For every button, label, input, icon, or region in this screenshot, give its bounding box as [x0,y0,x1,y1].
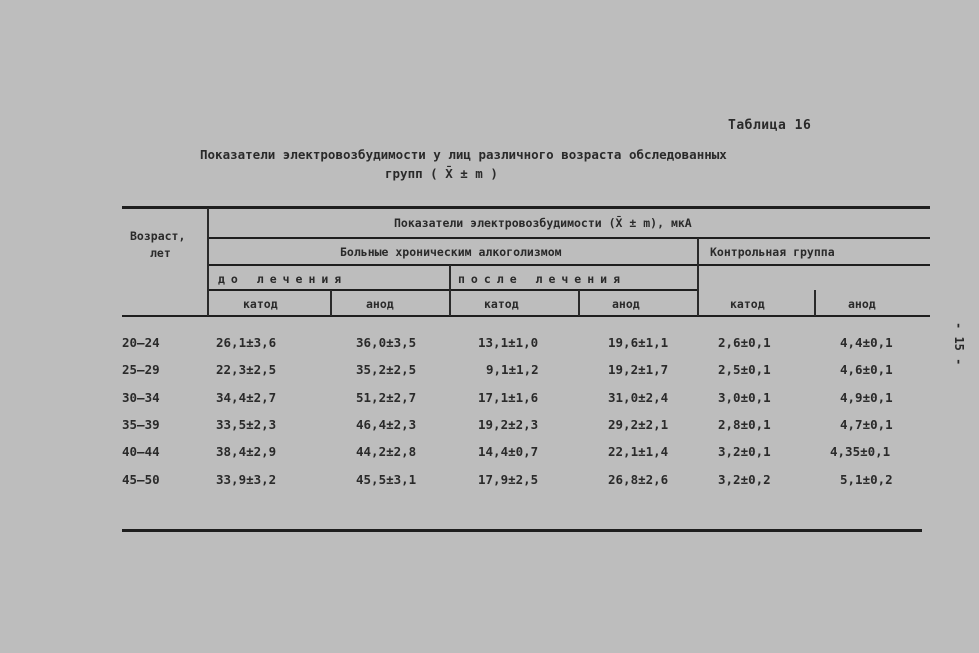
value-cell: 29,2±2,1 [608,417,669,432]
age-column-header: Возраст, [130,229,186,243]
age-cell: 20–24 [122,335,160,350]
value-cell: 22,3±2,5 [216,362,277,377]
value-cell: 46,4±2,3 [356,417,417,432]
value-cell: 2,5±0,1 [718,362,771,377]
bottom-rule [122,529,922,532]
value-cell: 4,6±0,1 [840,362,893,377]
value-cell: 31,0±2,4 [608,390,669,405]
sub-header-cathode: катод [243,297,278,311]
sub-header-cathode: катод [730,297,765,311]
age-cell: 45–50 [122,472,160,487]
value-cell: 13,1±1,0 [478,335,539,350]
age-cell: 35–39 [122,417,160,432]
value-cell: 14,4±0,7 [478,444,539,459]
treatment-divider [449,265,451,316]
value-cell: 2,8±0,1 [718,417,771,432]
sub-header-cathode: катод [484,297,519,311]
rule-under-treatment [208,289,698,291]
value-cell: 22,1±1,4 [608,444,669,459]
sub-divider-5 [814,290,816,316]
value-cell: 4,4±0,1 [840,335,893,350]
patients-header: Больные хроническим алкоголизмом [340,245,562,259]
group-divider [697,238,699,316]
age-column-unit: лет [150,246,171,260]
sub-header-anode: анод [366,297,394,311]
rule-under-groups [208,264,930,266]
value-cell: 34,4±2,7 [216,390,277,405]
table-label: Таблица 16 [728,118,812,133]
sub-divider-1 [330,290,332,316]
value-cell: 19,2±2,3 [478,417,539,432]
value-cell: 2,6±0,1 [718,335,771,350]
value-cell: 51,2±2,7 [356,390,417,405]
sub-header-anode: анод [612,297,640,311]
indicators-header: Показатели электровозбудимости (X̄ ± m), мкА [394,216,692,230]
page-number: - 15 - [952,322,966,366]
table-title-line-2: групп ( X̄ ± m ) [385,166,498,181]
age-cell: 40–44 [122,444,160,459]
value-cell: 3,0±0,1 [718,390,771,405]
value-cell: 4,7±0,1 [840,417,893,432]
value-cell: 36,0±3,5 [356,335,417,350]
value-cell: 5,1±0,2 [840,472,893,487]
header-bottom-rule [122,315,930,317]
value-cell: 26,1±3,6 [216,335,277,350]
value-cell: 38,4±2,9 [216,444,277,459]
value-cell: 35,2±2,5 [356,362,417,377]
age-col-divider [207,208,209,316]
value-cell: 44,2±2,8 [356,444,417,459]
control-header: Контрольная группа [710,245,835,259]
age-cell: 25–29 [122,362,160,377]
value-cell: 33,9±3,2 [216,472,277,487]
value-cell: 4,35±0,1 [830,444,891,459]
value-cell: 33,5±2,3 [216,417,277,432]
value-cell: 4,9±0,1 [840,390,893,405]
value-cell: 9,1±1,2 [486,362,539,377]
value-cell: 19,6±1,1 [608,335,669,350]
sub-divider-3 [578,290,580,316]
value-cell: 3,2±0,2 [718,472,771,487]
value-cell: 19,2±1,7 [608,362,669,377]
sub-header-anode: анод [848,297,876,311]
before-treatment-header: до лечения [218,272,348,286]
age-cell: 30–34 [122,390,160,405]
value-cell: 17,1±1,6 [478,390,539,405]
after-treatment-header: после лечения [458,272,627,286]
table-title-line-1: Показатели электровозбудимости у лиц различного возраста обследованных [200,147,727,162]
value-cell: 3,2±0,1 [718,444,771,459]
value-cell: 45,5±3,1 [356,472,417,487]
top-rule [122,206,930,209]
value-cell: 26,8±2,6 [608,472,669,487]
value-cell: 17,9±2,5 [478,472,539,487]
rule-under-indicators [208,237,930,239]
